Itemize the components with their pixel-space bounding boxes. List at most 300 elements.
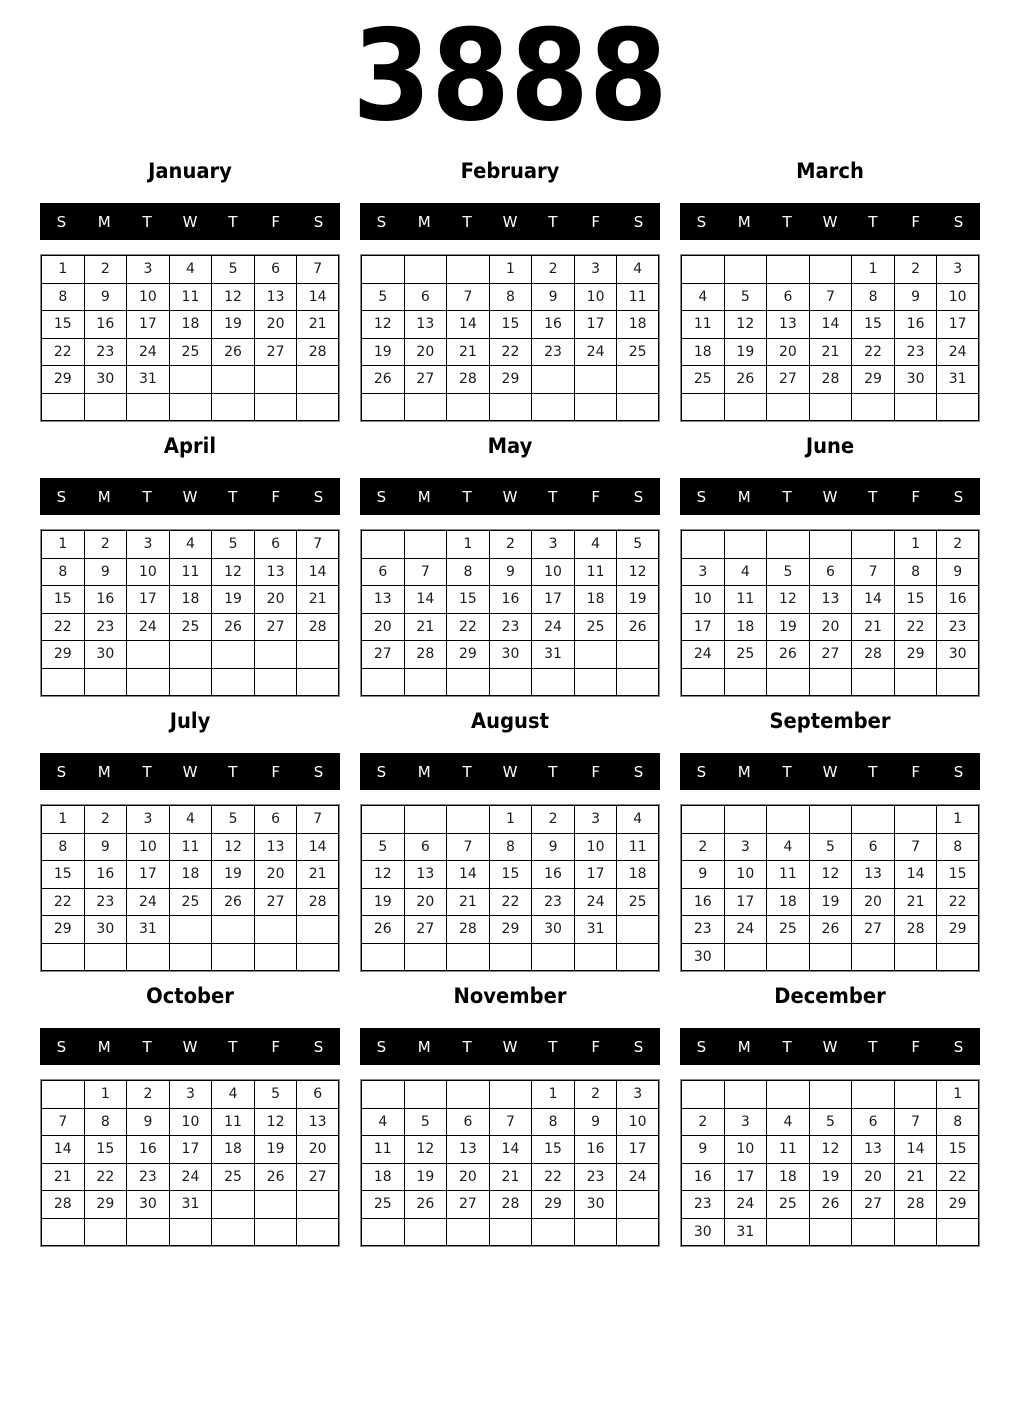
day-cell: 8 <box>894 558 937 586</box>
month-title: January <box>148 159 232 183</box>
day-cell: 28 <box>296 338 339 366</box>
day-cell: 18 <box>766 1163 809 1191</box>
weekday-label: M <box>97 762 111 781</box>
day-cell: 8 <box>936 1108 979 1136</box>
day-cell: 10 <box>616 1108 659 1136</box>
day-cell: 9 <box>681 860 724 888</box>
day-cell: 26 <box>361 365 404 393</box>
week-row <box>681 1190 979 1218</box>
weekday-label: F <box>911 762 921 781</box>
weekday-label: T <box>548 487 558 506</box>
empty-day-cell <box>936 1218 979 1247</box>
empty-day-cell <box>361 530 404 558</box>
day-cell: 14 <box>851 585 894 613</box>
day-cell: 10 <box>936 283 979 311</box>
day-cell: 11 <box>169 283 212 311</box>
empty-day-cell <box>404 255 447 283</box>
day-cell: 14 <box>809 310 852 338</box>
week-row <box>41 1218 339 1247</box>
day-cell: 17 <box>574 310 617 338</box>
day-cell: 27 <box>361 640 404 668</box>
day-cell: 6 <box>254 805 297 833</box>
day-cell: 3 <box>574 805 617 833</box>
day-cell: 6 <box>361 558 404 586</box>
empty-day-cell <box>574 640 617 668</box>
week-row <box>681 255 979 283</box>
day-cell: 6 <box>766 283 809 311</box>
empty-day-cell <box>296 393 339 422</box>
empty-day-cell <box>489 1218 532 1247</box>
day-cell: 18 <box>724 613 767 641</box>
weekday-label: W <box>182 487 198 506</box>
day-cell: 10 <box>126 283 169 311</box>
empty-day-cell <box>766 1218 809 1247</box>
empty-day-cell <box>404 943 447 972</box>
day-cell: 3 <box>574 255 617 283</box>
day-cell: 16 <box>574 1135 617 1163</box>
empty-day-cell <box>211 365 254 393</box>
day-cell: 22 <box>851 338 894 366</box>
empty-day-cell <box>361 1218 404 1247</box>
day-cell: 17 <box>724 1163 767 1191</box>
day-cell: 21 <box>296 860 339 888</box>
week-row <box>681 888 979 916</box>
empty-day-cell <box>809 530 852 558</box>
weekday-header-bar <box>360 1028 660 1065</box>
day-cell: 12 <box>809 1135 852 1163</box>
week-row <box>361 1190 659 1218</box>
week-row <box>681 558 979 586</box>
day-cell: 28 <box>489 1190 532 1218</box>
empty-day-cell <box>574 668 617 697</box>
day-cell: 6 <box>851 833 894 861</box>
week-row <box>41 1190 339 1218</box>
empty-day-cell <box>254 668 297 697</box>
calendar-table <box>360 1079 660 1247</box>
day-cell: 5 <box>211 255 254 283</box>
day-cell: 14 <box>296 283 339 311</box>
day-cell: 27 <box>254 888 297 916</box>
weekday-label: T <box>868 1037 878 1056</box>
empty-day-cell <box>446 943 489 972</box>
day-cell: 12 <box>724 310 767 338</box>
empty-day-cell <box>254 365 297 393</box>
day-cell: 4 <box>169 530 212 558</box>
day-cell: 21 <box>404 613 447 641</box>
empty-day-cell <box>616 365 659 393</box>
day-cell: 28 <box>894 915 937 943</box>
weekday-label: T <box>548 212 558 231</box>
week-row <box>41 283 339 311</box>
day-cell: 9 <box>681 1135 724 1163</box>
weekday-label: S <box>56 762 67 781</box>
empty-day-cell <box>211 915 254 943</box>
week-row <box>681 1163 979 1191</box>
day-cell: 29 <box>446 640 489 668</box>
day-cell: 29 <box>41 365 84 393</box>
day-cell: 24 <box>126 613 169 641</box>
day-cell: 15 <box>936 860 979 888</box>
day-cell: 5 <box>724 283 767 311</box>
empty-day-cell <box>809 393 852 422</box>
day-cell: 11 <box>574 558 617 586</box>
day-cell: 10 <box>574 283 617 311</box>
day-cell: 30 <box>894 365 937 393</box>
week-row <box>41 1163 339 1191</box>
day-cell: 16 <box>84 585 127 613</box>
week-row <box>681 860 979 888</box>
weekday-label: T <box>868 212 878 231</box>
empty-day-cell <box>361 255 404 283</box>
weekday-label: S <box>953 762 964 781</box>
day-cell: 21 <box>446 888 489 916</box>
weekday-label: S <box>376 212 387 231</box>
day-cell: 23 <box>84 613 127 641</box>
empty-day-cell <box>446 1080 489 1108</box>
day-cell: 2 <box>84 805 127 833</box>
day-cell: 29 <box>851 365 894 393</box>
day-cell: 15 <box>41 585 84 613</box>
weekday-label: W <box>822 212 838 231</box>
day-cell: 4 <box>766 833 809 861</box>
day-cell: 14 <box>296 833 339 861</box>
day-cell: 27 <box>446 1190 489 1218</box>
empty-day-cell <box>531 365 574 393</box>
day-cell: 7 <box>489 1108 532 1136</box>
empty-day-cell <box>446 1218 489 1247</box>
weekday-label: S <box>633 487 644 506</box>
day-cell: 25 <box>211 1163 254 1191</box>
empty-day-cell <box>446 668 489 697</box>
calendar-table <box>40 529 340 697</box>
weekday-header-bar <box>40 478 340 515</box>
month-section <box>40 709 340 972</box>
week-row <box>41 585 339 613</box>
month-title: October <box>146 984 234 1008</box>
empty-day-cell <box>574 943 617 972</box>
day-cell: 22 <box>446 613 489 641</box>
day-cell: 19 <box>211 310 254 338</box>
day-cell: 29 <box>894 640 937 668</box>
day-cell: 18 <box>169 860 212 888</box>
day-cell: 20 <box>254 860 297 888</box>
day-cell: 22 <box>41 613 84 641</box>
day-cell: 2 <box>84 530 127 558</box>
week-row <box>681 1135 979 1163</box>
month-title: April <box>163 434 217 458</box>
day-cell: 1 <box>41 255 84 283</box>
empty-day-cell <box>681 530 724 558</box>
day-cell: 27 <box>766 365 809 393</box>
week-row <box>361 1108 659 1136</box>
day-cell: 23 <box>936 613 979 641</box>
day-cell: 18 <box>211 1135 254 1163</box>
weekday-label: F <box>911 1037 921 1056</box>
week-row <box>361 1135 659 1163</box>
day-cell: 17 <box>681 613 724 641</box>
day-cell: 26 <box>404 1190 447 1218</box>
day-cell: 18 <box>169 585 212 613</box>
empty-day-cell <box>254 915 297 943</box>
day-cell: 23 <box>489 613 532 641</box>
empty-day-cell <box>254 1218 297 1247</box>
weekday-label: M <box>97 1037 111 1056</box>
day-cell: 9 <box>84 558 127 586</box>
weekday-label: M <box>417 762 431 781</box>
empty-day-cell <box>851 1080 894 1108</box>
day-cell: 19 <box>211 860 254 888</box>
day-cell: 18 <box>616 310 659 338</box>
weekday-label: T <box>228 212 238 231</box>
week-row <box>361 860 659 888</box>
day-cell: 24 <box>574 888 617 916</box>
day-cell: 10 <box>574 833 617 861</box>
day-cell: 5 <box>211 805 254 833</box>
day-cell: 20 <box>361 613 404 641</box>
day-cell: 18 <box>574 585 617 613</box>
day-cell: 3 <box>724 1108 767 1136</box>
day-cell: 16 <box>531 310 574 338</box>
week-row <box>41 393 339 422</box>
day-cell: 27 <box>851 915 894 943</box>
weekday-label: M <box>97 212 111 231</box>
day-cell: 29 <box>41 915 84 943</box>
day-cell: 2 <box>681 1108 724 1136</box>
day-cell: 5 <box>809 1108 852 1136</box>
week-row <box>41 640 339 668</box>
empty-day-cell <box>616 915 659 943</box>
day-cell: 2 <box>894 255 937 283</box>
day-cell: 2 <box>574 1080 617 1108</box>
empty-day-cell <box>361 805 404 833</box>
day-cell: 29 <box>936 915 979 943</box>
calendar-table <box>40 1079 340 1247</box>
empty-day-cell <box>616 393 659 422</box>
day-cell: 16 <box>894 310 937 338</box>
day-cell: 26 <box>616 613 659 641</box>
day-cell: 8 <box>446 558 489 586</box>
day-cell: 20 <box>296 1135 339 1163</box>
day-cell: 9 <box>574 1108 617 1136</box>
weekday-label: W <box>502 487 518 506</box>
weekday-label: W <box>182 762 198 781</box>
day-cell: 9 <box>489 558 532 586</box>
weekday-label: T <box>782 487 792 506</box>
day-cell: 1 <box>489 255 532 283</box>
empty-day-cell <box>404 530 447 558</box>
empty-day-cell <box>489 943 532 972</box>
day-cell: 23 <box>84 338 127 366</box>
day-cell: 31 <box>531 640 574 668</box>
weekday-header-bar <box>40 753 340 790</box>
empty-day-cell <box>894 1218 937 1247</box>
day-cell: 9 <box>84 283 127 311</box>
empty-day-cell <box>766 393 809 422</box>
empty-day-cell <box>84 668 127 697</box>
day-cell: 20 <box>446 1163 489 1191</box>
day-cell: 28 <box>404 640 447 668</box>
empty-day-cell <box>531 943 574 972</box>
empty-day-cell <box>936 393 979 422</box>
day-cell: 18 <box>169 310 212 338</box>
day-cell: 12 <box>211 833 254 861</box>
week-row <box>361 1163 659 1191</box>
empty-day-cell <box>404 668 447 697</box>
day-cell: 6 <box>809 558 852 586</box>
calendar-table <box>680 1079 980 1247</box>
day-cell: 17 <box>169 1135 212 1163</box>
day-cell: 20 <box>809 613 852 641</box>
weekday-label: T <box>462 487 472 506</box>
weekday-label: W <box>502 762 518 781</box>
weekday-label: T <box>462 212 472 231</box>
day-cell: 2 <box>489 530 532 558</box>
day-cell: 4 <box>766 1108 809 1136</box>
day-cell: 15 <box>851 310 894 338</box>
day-cell: 23 <box>531 888 574 916</box>
day-cell: 24 <box>126 338 169 366</box>
weekday-label: F <box>271 762 281 781</box>
weekday-label: W <box>182 1037 198 1056</box>
day-cell: 12 <box>766 585 809 613</box>
day-cell: 24 <box>531 613 574 641</box>
weekday-label: F <box>911 487 921 506</box>
day-cell: 17 <box>574 860 617 888</box>
day-cell: 28 <box>296 613 339 641</box>
day-cell: 28 <box>296 888 339 916</box>
day-cell: 24 <box>126 888 169 916</box>
weekday-label: M <box>737 762 751 781</box>
empty-day-cell <box>809 943 852 972</box>
empty-day-cell <box>851 1218 894 1247</box>
weekday-label: S <box>953 1037 964 1056</box>
day-cell: 9 <box>531 833 574 861</box>
day-cell: 24 <box>616 1163 659 1191</box>
empty-day-cell <box>211 1218 254 1247</box>
day-cell: 21 <box>894 888 937 916</box>
week-row <box>681 1218 979 1247</box>
empty-day-cell <box>681 393 724 422</box>
day-cell: 4 <box>574 530 617 558</box>
empty-day-cell <box>404 393 447 422</box>
day-cell: 25 <box>766 915 809 943</box>
day-cell: 26 <box>211 613 254 641</box>
empty-day-cell <box>616 943 659 972</box>
day-cell: 25 <box>616 338 659 366</box>
day-cell: 22 <box>531 1163 574 1191</box>
day-cell: 3 <box>724 833 767 861</box>
empty-day-cell <box>169 668 212 697</box>
day-cell: 10 <box>724 860 767 888</box>
month-title: September <box>769 709 891 733</box>
day-cell: 6 <box>296 1080 339 1108</box>
day-cell: 30 <box>936 640 979 668</box>
day-cell: 4 <box>616 805 659 833</box>
day-cell: 11 <box>766 860 809 888</box>
week-row <box>41 668 339 697</box>
day-cell: 27 <box>809 640 852 668</box>
calendar-table <box>40 254 340 422</box>
month-title: May <box>487 434 533 458</box>
day-cell: 16 <box>936 585 979 613</box>
empty-day-cell <box>126 393 169 422</box>
day-cell: 19 <box>724 338 767 366</box>
weekday-label: W <box>502 1037 518 1056</box>
week-row <box>361 833 659 861</box>
weekday-label: T <box>548 1037 558 1056</box>
day-cell: 7 <box>41 1108 84 1136</box>
day-cell: 14 <box>489 1135 532 1163</box>
day-cell: 15 <box>531 1135 574 1163</box>
day-cell: 14 <box>894 1135 937 1163</box>
day-cell: 29 <box>936 1190 979 1218</box>
empty-day-cell <box>254 943 297 972</box>
day-cell: 18 <box>616 860 659 888</box>
day-cell: 13 <box>254 833 297 861</box>
day-cell: 1 <box>936 1080 979 1108</box>
day-cell: 5 <box>766 558 809 586</box>
weekday-label: T <box>142 212 152 231</box>
day-cell: 8 <box>851 283 894 311</box>
empty-day-cell <box>169 1218 212 1247</box>
empty-day-cell <box>681 805 724 833</box>
day-cell: 26 <box>254 1163 297 1191</box>
day-cell: 22 <box>84 1163 127 1191</box>
weekday-label: S <box>633 762 644 781</box>
weekday-label: T <box>548 762 558 781</box>
empty-day-cell <box>851 668 894 697</box>
day-cell: 24 <box>574 338 617 366</box>
weekday-label: W <box>822 1037 838 1056</box>
day-cell: 18 <box>681 338 724 366</box>
day-cell: 6 <box>254 530 297 558</box>
day-cell: 27 <box>296 1163 339 1191</box>
empty-day-cell <box>446 255 489 283</box>
day-cell: 29 <box>531 1190 574 1218</box>
week-row <box>681 310 979 338</box>
day-cell: 16 <box>681 1163 724 1191</box>
day-cell: 21 <box>296 310 339 338</box>
empty-day-cell <box>489 668 532 697</box>
calendar-table <box>360 529 660 697</box>
empty-day-cell <box>404 1080 447 1108</box>
weekday-label: T <box>142 762 152 781</box>
empty-day-cell <box>616 668 659 697</box>
week-row <box>361 393 659 422</box>
day-cell: 1 <box>489 805 532 833</box>
empty-day-cell <box>936 668 979 697</box>
week-row <box>41 338 339 366</box>
day-cell: 22 <box>936 1163 979 1191</box>
week-row <box>681 585 979 613</box>
day-cell: 23 <box>84 888 127 916</box>
empty-day-cell <box>851 393 894 422</box>
day-cell: 28 <box>894 1190 937 1218</box>
month-title: November <box>453 984 567 1008</box>
weekday-header-bar <box>680 753 980 790</box>
week-row <box>681 613 979 641</box>
day-cell: 13 <box>254 558 297 586</box>
day-cell: 29 <box>84 1190 127 1218</box>
day-cell: 19 <box>361 338 404 366</box>
week-row <box>681 640 979 668</box>
day-cell: 7 <box>296 805 339 833</box>
month-section <box>360 434 660 697</box>
empty-day-cell <box>681 255 724 283</box>
empty-day-cell <box>894 1080 937 1108</box>
month-title: July <box>169 709 211 733</box>
empty-day-cell <box>446 805 489 833</box>
